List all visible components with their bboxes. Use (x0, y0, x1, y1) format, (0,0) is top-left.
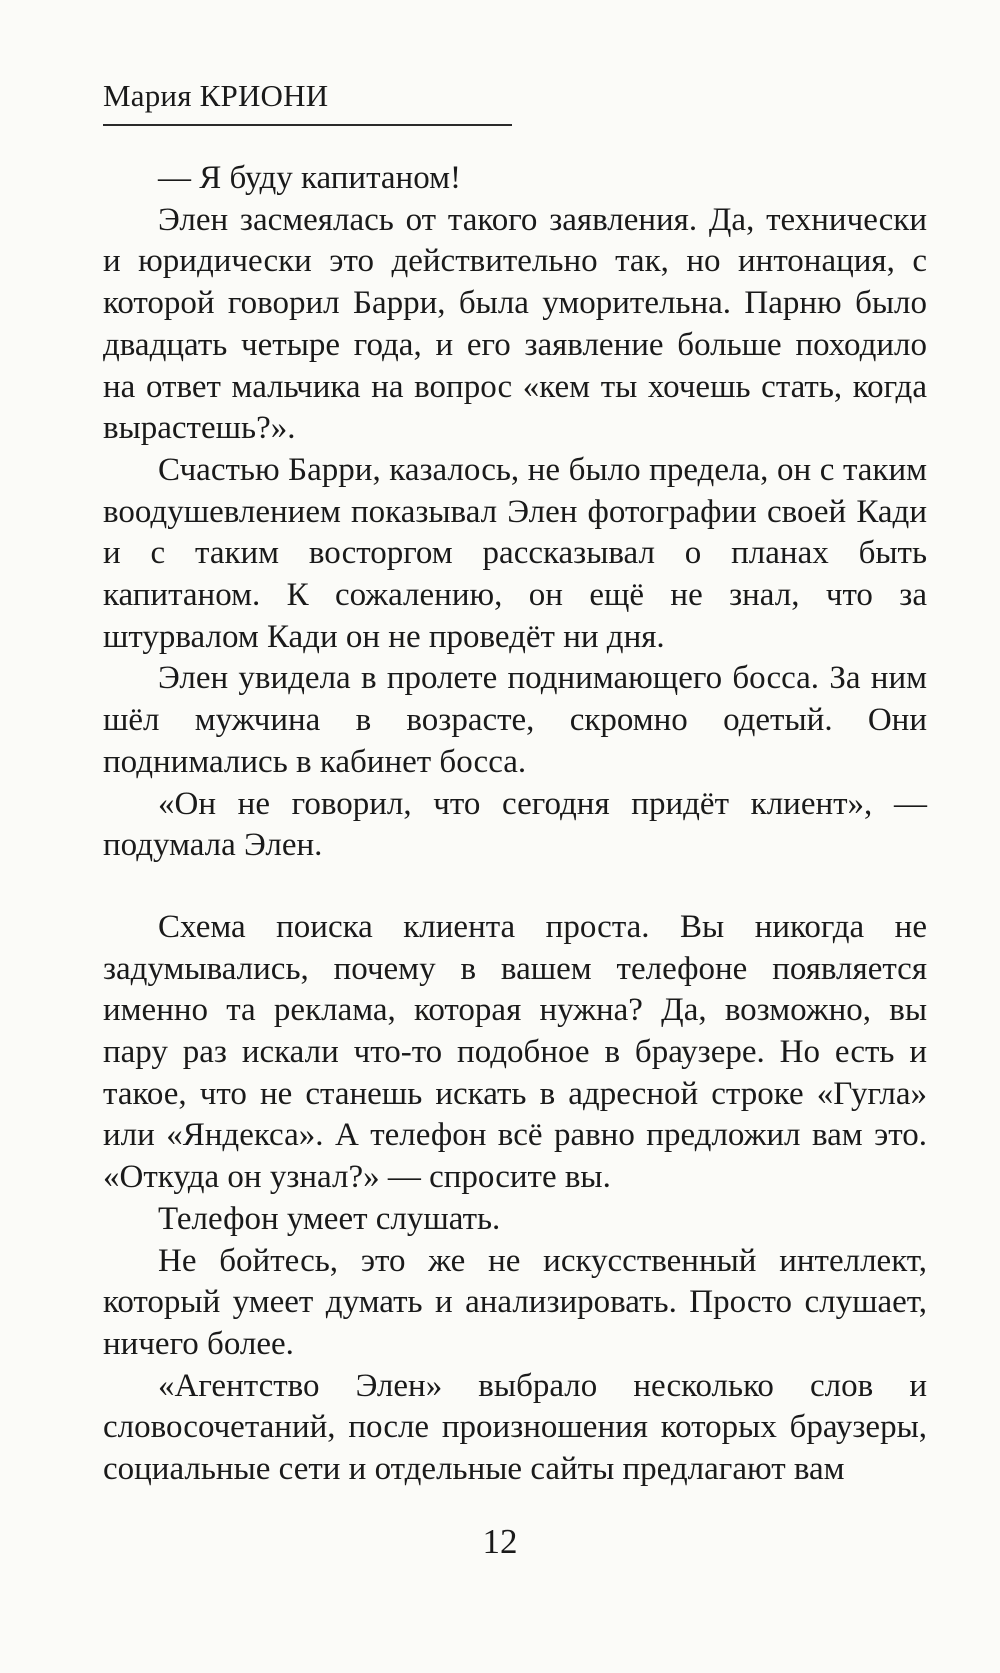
paragraph: «Агентство Элен» выбрало несколько слов и словосочетаний, после произношения которых браузеры, социальные сети и отдельные сайты предлагают вам (103, 1367, 927, 1488)
paragraph: Телефон умеет слушать. (158, 1200, 501, 1237)
section-break (103, 867, 927, 907)
page-number: 12 (482, 1522, 518, 1561)
running-head-author: Мария КРИОНИ (103, 78, 329, 113)
paragraph: Счастью Барри, казалось, не было предела, он с таким воодушевлением показывал Элен фотографии своей Кади и с таким восторгом рассказывал о планах быть капитаном. К сожалению, он ещё не знал, что за штурвалом Кади он не проведёт ни дня. (103, 451, 927, 655)
paragraph: Не бойтесь, это же не искусственный интеллект, который умеет думать и анализировать. Просто слушает, ничего более. (103, 1242, 927, 1362)
header-rule (103, 124, 512, 126)
paragraph: Схема поиска клиента проста. Вы никогда не задумывались, почему в вашем телефоне появляется именно та реклама, которая нужна? Да, возможно, вы пару раз искали что-то подобное в браузере. Но есть и такое, что не станешь искать в адресной строке «Гугла» или «Яндекса». А телефон всё равно предложил вам это. «Откуда он узнал?» — спросите вы. (103, 908, 927, 1196)
paragraph: «Он не говорил, что сегодня придёт клиент», — подумала Элен. (103, 785, 927, 864)
paragraph: Элен увидела в пролете поднимающего босса. За ним шёл мужчина в возрасте, скромно одетый. Они поднимались в кабинет босса. (103, 660, 927, 780)
paragraph: — Я буду капитаном! (158, 160, 461, 196)
paragraph: Элен засмеялась от такого заявления. Да, технически и юридически это действительно так, но интонация, с которой говорил Барри, была уморительна. Парню было двадцать четыре года, и его заявление больше походило на ответ мальчика на вопрос «кем ты хочешь стать, когда вырастешь?». (103, 201, 927, 447)
body-text (103, 158, 927, 1491)
